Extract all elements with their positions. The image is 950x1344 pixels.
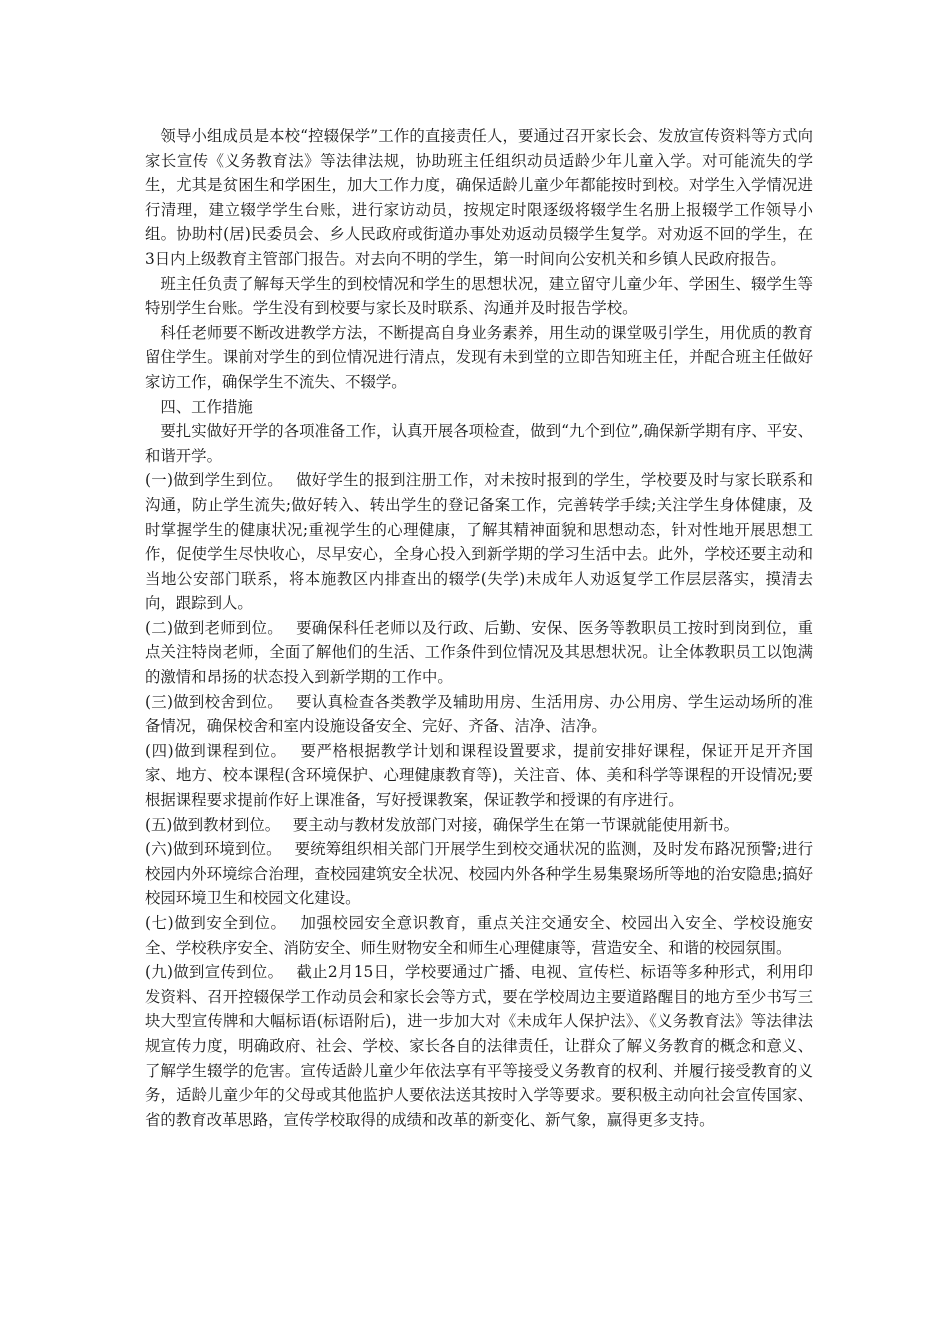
paragraph-leading-group-duties: 领导小组成员是本校“控辍保学”工作的直接责任人，要通过召开家长会、发放宣传资料等方式向家长宣传《义务教育法》等法律法规，协助班主任组织动员适龄少年儿童入学。对可能流失的学生，尤其是贫困生和学困生，加大工作力度，确保适龄儿童少年都能按时到校。对学生入学情况进行清理，建立辍学学生台账，进行家访动员，按规定时限逐级将辍学生名册上报辍学工作领导小组。协助村(居)民委员会、乡人民政府或街道办事处劝返动员辍学生复学。对劝返不回的学生，在3日内上级教育主管部门报告。对去向不明的学生，第一时间向公安机关和乡镇人民政府报告。 bbox=[145, 127, 813, 268]
measure-item-teachers: (二)做到老师到位。 要确保科任老师以及行政、后勤、安保、医务等教职员工按时到岗到位，重点关注特岗老师，全面了解他们的生活、工作条件到位情况及其思想状况。让全体教职员工以饱满的激情和昂扬的状态投入到新学期的工作中。 bbox=[145, 618, 813, 687]
section-heading-work-measures: 四、工作措施 bbox=[160, 397, 253, 416]
measure-item-environment: (六)做到环境到位。 要统筹组织相关部门开展学生到校交通状况的监测，及时发布路况预警;进行校园内外环境综合治理，查校园建筑安全状况、校园内外各种学生易集聚场所等地的治安隐患;搞好校园环境卫生和校园文化建设。 bbox=[145, 840, 813, 908]
measure-item-buildings: (三)做到校舍到位。 要认真检查各类教学及辅助用房、生活用房、办公用房、学生运动场所的准备情况，确保校舍和室内设施设备安全、完好、齐备、洁净、洁净。 bbox=[145, 692, 813, 736]
measure-item-curriculum: (四)做到课程到位。 要严格根据教学计划和课程设置要求，提前安排好课程，保证开足开齐国家、地方、校本课程(含环境保护、心理健康教育等)，关注音、体、美和科学等课程的开设情况;要根据课程要求提前作好上课准备，写好授课教案，保证教学和授课的有序进行。 bbox=[145, 741, 813, 810]
paragraph-subject-teacher-duties: 科任老师要不断改进教学方法，不断提高自身业务素养，用生动的课堂吸引学生，用优质的教育留住学生。课前对学生的到位情况进行清点，发现有未到堂的立即告知班主任，并配合班主任做好家访工作，确保学生不流失、不辍学。 bbox=[145, 323, 813, 391]
paragraph-measures-intro: 要扎实做好开学的各项准备工作，认真开展各项检查，做到“九个到位”,确保新学期有序、平安、和谐开学。 bbox=[145, 422, 813, 465]
paragraph-head-teacher-duties: 班主任负责了解每天学生的到校情况和学生的思想状况，建立留守儿童少年、学困生、辍学生等特别学生台账。学生没有到校要与家长及时联系、沟通并及时报告学校。 bbox=[145, 274, 813, 318]
document-body bbox=[145, 124, 813, 1132]
measure-item-textbooks: (五)做到教材到位。 要主动与教材发放部门对接，确保学生在第一节课就能使用新书。 bbox=[145, 815, 740, 834]
measure-item-publicity: (九)做到宣传到位。 截止2月15日，学校要通过广播、电视、宣传栏、标语等多种形式，利用印发资料、召开控辍保学工作动员会和家长会等方式，要在学校周边主要道路醒目的地方至少书写三块大型宣传牌和大幅标语(标语附后)，进一步加大对《未成年人保护法》、《义务教育法》等法律法规宣传力度，明确政府、社会、学校、家长各自的法律责任，让群众了解义务教育的概念和意义、了解学生辍学的危害。宣传适龄儿童少年依法享有平等接受义务教育的权利、并履行接受教育的义务，适龄儿童少年的父母或其他监护人要依法送其按时入学等要求。要积极主动向社会宣传国家、省的教育改革思路，宣传学校取得的成绩和改革的新变化、新气象，赢得更多支持。 bbox=[145, 963, 813, 1129]
measure-item-safety: (七)做到安全到位。 加强校园安全意识教育，重点关注交通安全、校园出入安全、学校设施安全、学校秩序安全、消防安全、师生财物安全和师生心理健康等，营造安全、和谐的校园氛围。 bbox=[145, 914, 813, 957]
measure-item-students: (一)做到学生到位。 做好学生的报到注册工作，对未按时报到的学生，学校要及时与家长联系和沟通，防止学生流失;做好转入、转出学生的登记备案工作，完善转学手续;关注学生身体健康，及时掌握学生的健康状况;重视学生的心理健康，了解其精神面貌和思想动态，针对性地开展思想工作，促使学生尽快收心，尽早安心，全身心投入到新学期的学习生活中去。此外，学校还要主动和当地公安部门联系，将本施教区内排查出的辍学(失学)未成年人劝返复学工作层层落实，摸清去向，跟踪到人。 bbox=[145, 471, 813, 613]
